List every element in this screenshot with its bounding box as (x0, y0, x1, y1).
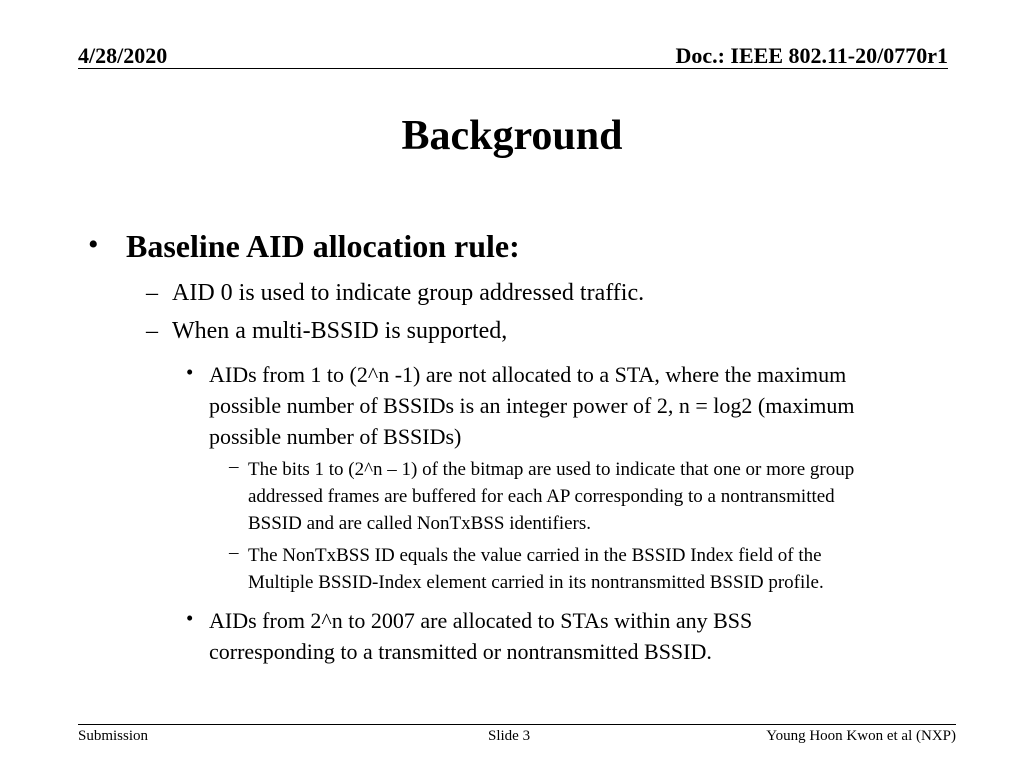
footer-submission: Submission (78, 728, 149, 744)
text-line: AIDs from 1 to (2^n -1) are not allocated to a STA, where the maximum (209, 362, 847, 387)
text-line: AIDs from 2^n to 2007 are allocated to STAs within any BSS (209, 608, 753, 633)
sub-dash-bitmap-bits (248, 456, 854, 537)
sub-bullet-aids-2 (209, 605, 752, 667)
sub-bullet-aids-1 (209, 359, 854, 452)
dash-item-aid0: AID 0 is used to indicate group addressed traffic. (172, 280, 645, 306)
text-line: possible number of BSSIDs) (209, 424, 462, 449)
footer-divider (78, 724, 956, 725)
dash-marker-icon: – (229, 542, 239, 563)
slide-title: Background (401, 113, 623, 159)
header-divider (78, 68, 948, 69)
bullet-dot-icon: • (88, 228, 99, 261)
dash-marker-icon: – (229, 456, 239, 477)
header-doc-number: Doc.: IEEE 802.11-20/0770r1 (675, 43, 948, 68)
text-line: The NonTxBSS ID equals the value carried in the BSSID Index field of the (248, 545, 822, 566)
footer-author: Young Hoon Kwon et al (NXP) (766, 728, 956, 744)
text-line: corresponding to a transmitted or nontransmitted BSSID. (209, 639, 712, 664)
dash-marker-icon: – (146, 280, 158, 306)
bullet-dot-icon: • (186, 606, 194, 630)
dash-marker-icon: – (146, 318, 158, 344)
text-line: Multiple BSSID-Index element carried in its nontransmitted BSSID profile. (248, 572, 824, 593)
bullet-baseline-aid-rule: Baseline AID allocation rule: (126, 228, 520, 264)
footer-slide-number: Slide 3 (488, 728, 531, 744)
bullet-dot-icon: • (186, 360, 194, 384)
text-line: possible number of BSSIDs is an integer power of 2, n = log2 (maximum (209, 393, 855, 418)
sub-dash-nontxbss-id (248, 542, 824, 596)
text-line: BSSID and are called NonTxBSS identifiers. (248, 513, 592, 534)
text-line: addressed frames are buffered for each AP corresponding to a nontransmitted (248, 486, 835, 507)
text-line: The bits 1 to (2^n – 1) of the bitmap are used to indicate that one or more group (248, 459, 855, 480)
dash-item-multi-bssid: When a multi-BSSID is supported, (172, 318, 508, 344)
header-date: 4/28/2020 (78, 43, 168, 68)
